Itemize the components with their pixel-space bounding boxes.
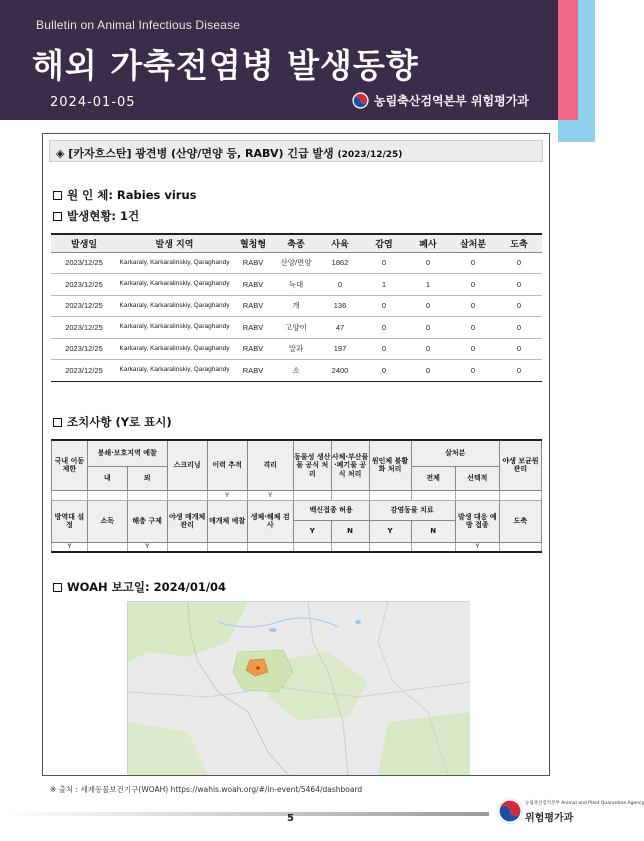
measure-header: 해충 구제 [127, 500, 167, 542]
accent-stripe-pink [558, 0, 578, 120]
page-number: 5 [287, 813, 294, 824]
measure-header: 이력 추적 [207, 440, 247, 490]
measures-header-row-2 [52, 500, 542, 520]
measure-value [499, 542, 541, 552]
agency-name: 농림축산검역본부 위험평가과 [374, 94, 529, 108]
measure-header: 동물성 생산물 공식 처리 [293, 440, 331, 490]
measure-value [167, 542, 207, 552]
measure-value [87, 542, 127, 552]
measure-subheader: 외 [127, 466, 167, 490]
measure-value: Y [455, 542, 499, 552]
measure-header: 매개체 예찰 [207, 500, 247, 542]
cell-infected: 0 [362, 295, 406, 317]
measure-value [247, 542, 293, 552]
government-emblem-icon [352, 92, 369, 109]
measure-header: 생체·해체 검사 [247, 500, 293, 542]
measure-subheader: Y [369, 520, 411, 542]
cell-species: 소 [274, 360, 318, 382]
measures-values-row-2 [52, 542, 542, 552]
col-header: 도축 [496, 234, 542, 252]
measure-subheader: N [331, 520, 369, 542]
section-title-text: [카자흐스탄] 광견병 (산양/면양 등, RABV) 긴급 발생 [68, 147, 334, 160]
cell-species: 개 [274, 295, 318, 317]
table-row [51, 274, 542, 296]
checkbox-square-icon [53, 191, 62, 200]
cell-date: 2023/12/25 [51, 338, 117, 360]
measure-header: 야생 매개체 관리 [167, 500, 207, 542]
col-header: 감염 [362, 234, 406, 252]
publication-date: 2024-01-05 [50, 95, 136, 110]
measure-value [499, 490, 541, 500]
measure-value [411, 490, 455, 500]
measure-value [87, 490, 127, 500]
cell-date: 2023/12/25 [51, 252, 117, 274]
col-header: 살처분 [450, 234, 496, 252]
measure-header: 원인체 불활화 처리 [369, 440, 411, 490]
cell-species: 산양/면양 [274, 252, 318, 274]
cell-serotype: RABV [232, 317, 274, 339]
cause-line [53, 187, 197, 203]
measure-header: 격리 [247, 440, 293, 490]
cell-culled: 0 [450, 252, 496, 274]
cell-serotype: RABV [232, 295, 274, 317]
cell-culled: 0 [450, 360, 496, 382]
cell-raised: 136 [318, 295, 362, 317]
cell-slaughtered: 0 [496, 338, 542, 360]
cell-infected: 0 [362, 317, 406, 339]
measure-value [369, 490, 411, 500]
measure-value: Y [207, 490, 247, 500]
measure-header: 야생 보균원 관리 [499, 440, 541, 490]
checkbox-square-icon [53, 418, 62, 427]
footer-department: 위험평가과 [525, 813, 574, 824]
measure-header: 방역대 설정 [52, 500, 88, 542]
col-header: 축종 [274, 234, 318, 252]
measure-value: Y [247, 490, 293, 500]
bulletin-label: Bulletin on Animal Infectious Disease [36, 18, 241, 32]
measure-subheader: N [411, 520, 455, 542]
cell-date: 2023/12/25 [51, 274, 117, 296]
measure-value [52, 490, 88, 500]
outbreak-table-body [51, 252, 542, 381]
cell-date: 2023/12/25 [51, 317, 117, 339]
cell-culled: 0 [450, 295, 496, 317]
report-box [42, 133, 550, 776]
table-row [51, 295, 542, 317]
table-row [51, 252, 542, 274]
measure-subheader: 전체 [411, 466, 455, 490]
cell-dead: 0 [406, 338, 450, 360]
cell-infected: 0 [362, 252, 406, 274]
measure-value: Y [52, 542, 88, 552]
cell-serotype: RABV [232, 360, 274, 382]
cell-species: 늑대 [274, 274, 318, 296]
cell-raised: 1862 [318, 252, 362, 274]
measure-value [293, 490, 331, 500]
cell-dead: 0 [406, 360, 450, 382]
table-row [51, 360, 542, 382]
cell-region: Karkaraly, Karkaralinskiy, Qaraghandy [117, 295, 232, 317]
cell-culled: 0 [450, 338, 496, 360]
accent-stripe-blue [578, 0, 595, 120]
measure-subheader: Y [293, 520, 331, 542]
cell-serotype: RABV [232, 274, 274, 296]
cell-slaughtered: 0 [496, 360, 542, 382]
source-citation: ※ 출처 : 세계동물보건기구(WOAH) https://wahis.woah.org/#/in-event/5464/dashboard [50, 785, 363, 794]
measure-header: 감염동물 치료 [369, 500, 455, 520]
measure-value [411, 542, 455, 552]
cell-infected: 0 [362, 338, 406, 360]
cell-species: 고양이 [274, 317, 318, 339]
col-header: 발생일 [51, 234, 117, 252]
measures-table [51, 439, 542, 553]
cell-raised: 197 [318, 338, 362, 360]
cell-region: Karkaraly, Karkaralinskiy, Qaraghandy [117, 360, 232, 382]
cause-text: 원 인 체: Rabies virus [67, 188, 197, 202]
measure-value [127, 490, 167, 500]
map-illustration [128, 602, 470, 775]
cell-date: 2023/12/25 [51, 360, 117, 382]
measure-value [207, 542, 247, 552]
measure-value [167, 490, 207, 500]
measure-value [455, 490, 499, 500]
cell-culled: 0 [450, 274, 496, 296]
measure-subheader: 내 [87, 466, 127, 490]
accent-block-blue [558, 120, 595, 142]
table-row [51, 317, 542, 339]
col-header: 사육 [318, 234, 362, 252]
measure-value [369, 542, 411, 552]
cell-region: Karkaraly, Karkaralinskiy, Qaraghandy [117, 317, 232, 339]
measure-header: 소독 [87, 500, 127, 542]
section-title-date: (2023/12/25) [337, 150, 403, 160]
diamond-icon: ◈ [56, 147, 69, 160]
cell-slaughtered: 0 [496, 274, 542, 296]
agency-brand [352, 92, 529, 109]
col-header: 발생 지역 [117, 234, 232, 252]
cell-dead: 0 [406, 252, 450, 274]
checkbox-square-icon [53, 583, 62, 592]
cell-infected: 0 [362, 360, 406, 382]
measures-values-row [52, 490, 542, 500]
measures-title-line [53, 414, 172, 430]
cell-dead: 1 [406, 274, 450, 296]
footer-agency-name-small: 농림축산검역본부 Animal and Plant Quarantine Agency [525, 801, 644, 806]
measures-header-row [52, 440, 542, 466]
measure-header: 스크리닝 [167, 440, 207, 490]
page-title: 해외 가축전염병 발생동향 [32, 46, 419, 85]
woah-report-line [53, 579, 226, 595]
section-title [49, 140, 543, 162]
cell-dead: 0 [406, 317, 450, 339]
cell-region: Karkaraly, Karkaralinskiy, Qaraghandy [117, 274, 232, 296]
col-header: 혈청형 [232, 234, 274, 252]
measure-header: 백신접종 허용 [293, 500, 369, 520]
cell-serotype: RABV [232, 338, 274, 360]
cell-infected: 1 [362, 274, 406, 296]
cell-slaughtered: 0 [496, 252, 542, 274]
cell-culled: 0 [450, 317, 496, 339]
cell-region: Karkaraly, Karkaralinskiy, Qaraghandy [117, 252, 232, 274]
measures-title: 조치사항 (Y로 표시) [67, 415, 172, 429]
measure-header: 국내 이동 제한 [52, 440, 88, 490]
outbreak-table-header [51, 234, 542, 252]
cell-dead: 0 [406, 295, 450, 317]
status-line [53, 208, 139, 224]
cell-slaughtered: 0 [496, 295, 542, 317]
cell-raised: 0 [318, 274, 362, 296]
cell-serotype: RABV [232, 252, 274, 274]
checkbox-square-icon [53, 212, 62, 221]
measure-header: 봉쇄·보호지역 예찰 [87, 440, 167, 466]
measure-value: Y [127, 542, 167, 552]
cell-species: 말과 [274, 338, 318, 360]
measure-header: 도축 [499, 500, 541, 542]
status-text: 발생현황: 1건 [67, 209, 140, 223]
cell-date: 2023/12/25 [51, 295, 117, 317]
outbreak-table [51, 233, 542, 382]
measure-subheader: 선택적 [455, 466, 499, 490]
measure-header: 살처분 [411, 440, 499, 466]
measure-value [293, 542, 331, 552]
outbreak-map [127, 601, 469, 774]
cell-raised: 47 [318, 317, 362, 339]
measure-header: 발생 대응 예방 접종 [455, 500, 499, 542]
measure-header: 사체·부산물·폐기물 공식 처리 [331, 440, 369, 490]
footer-divider [0, 812, 489, 816]
woah-report-date: WOAH 보고일: 2024/01/04 [67, 580, 227, 594]
measure-value [331, 542, 369, 552]
cell-region: Karkaraly, Karkaralinskiy, Qaraghandy [117, 338, 232, 360]
table-row [51, 338, 542, 360]
col-header: 폐사 [406, 234, 450, 252]
government-emblem-icon [497, 798, 523, 824]
measure-value [331, 490, 369, 500]
cell-slaughtered: 0 [496, 317, 542, 339]
cell-raised: 2400 [318, 360, 362, 382]
